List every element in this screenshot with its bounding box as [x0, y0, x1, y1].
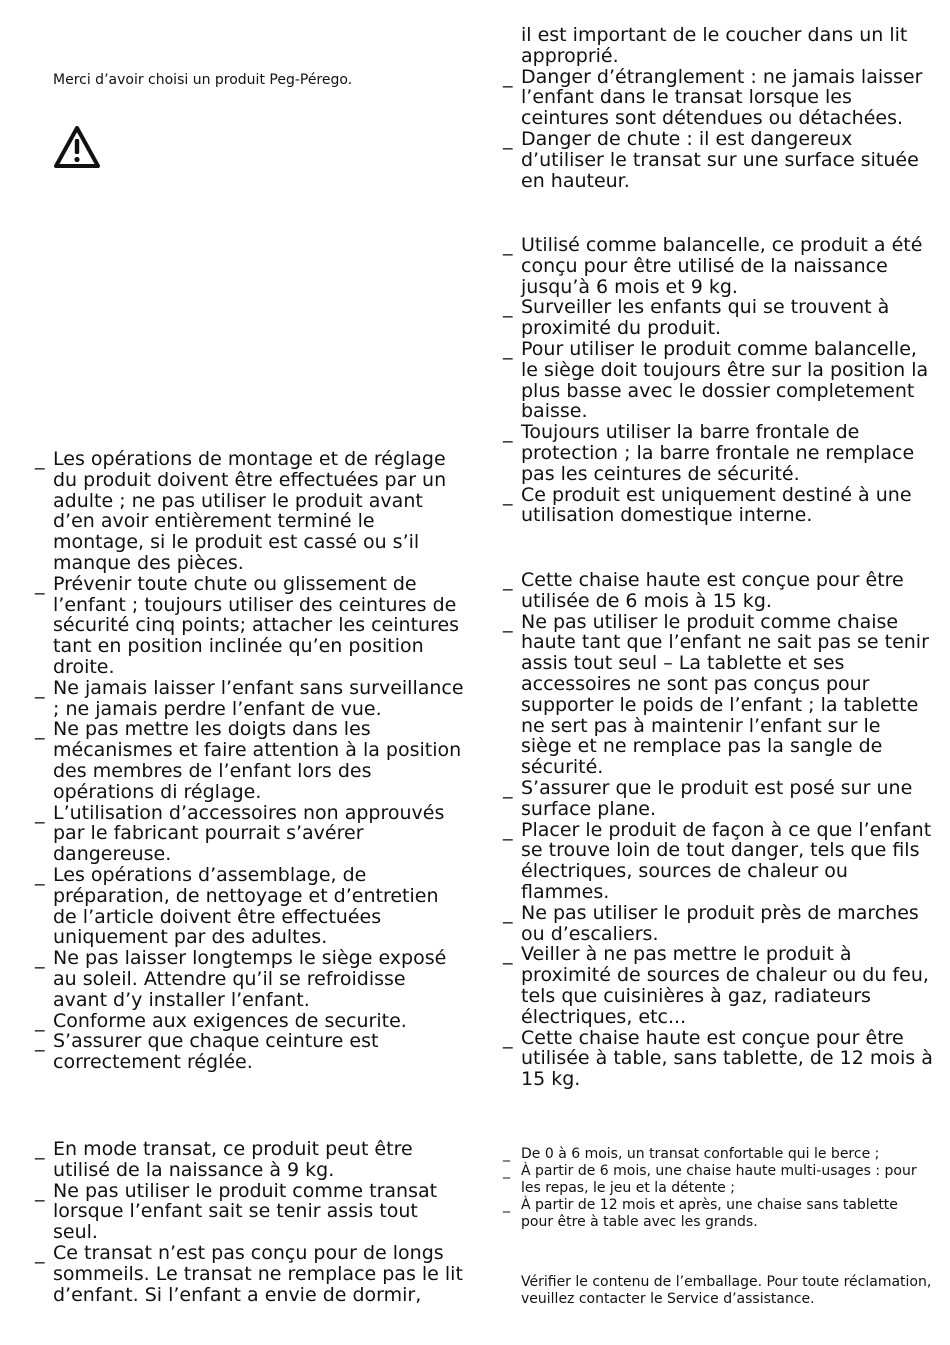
bullet-dash: _ — [35, 1179, 45, 1202]
item-text: L’utilisation d’accessoires non approuvés par le fabricant pourrait s’avérer dangereuse. — [53, 801, 445, 866]
list-item — [503, 570, 933, 612]
bullet-dash: _ — [35, 1009, 45, 1032]
intro-text: Merci d’avoir choisi un produit Peg-Pérego. — [53, 72, 353, 88]
list-item — [503, 1028, 933, 1090]
bullet-dash: _ — [503, 65, 513, 88]
item-text: Danger de chute : il est dangereux d’utiliser le transat sur une surface située en hauteur. — [521, 127, 919, 192]
transat-list — [35, 1139, 465, 1305]
list-item — [503, 297, 933, 339]
bullet-dash: _ — [503, 776, 513, 799]
list-item — [35, 1011, 465, 1032]
bullet-dash: _ — [503, 943, 513, 966]
warning-triangle-icon — [53, 125, 101, 169]
list-item — [35, 948, 465, 1010]
bullet-dash: _ — [503, 901, 513, 924]
bullet-dash: _ — [35, 1138, 45, 1160]
list-item — [503, 339, 933, 422]
bullet-dash: _ — [503, 127, 513, 150]
item-text: Ne pas utiliser le produit près de marches ou d’escaliers. — [521, 901, 919, 945]
bullet-dash: _ — [35, 947, 45, 970]
list-item — [35, 1139, 465, 1181]
item-text: Pour utiliser le produit comme balancelle, le siège doit toujours être sur la position la plus basse avec le dossier completement baisse. — [521, 337, 929, 423]
item-text: Ne pas utiliser le produit comme chaise haute tant que l’enfant ne sait pas se tenir assis tout seul – La tablette et ses accessoires ne sont pas conçus pour supporter le poids de l’enfant ; la tablette ne sert pas à maintenir l’enfant sur le siège et ne remplace pas la sangle de sécurité. — [521, 610, 929, 779]
list-item — [35, 719, 465, 802]
list-item — [503, 1146, 933, 1163]
item-text: Ne jamais laisser l’enfant sans surveillance ; ne jamais perdre l’enfant de vue. — [53, 676, 464, 720]
item-text: À partir de 6 mois, une chaise haute multi-usages : pour les repas, le jeu et la détente ; — [521, 1163, 917, 1196]
general-safety-list — [35, 449, 465, 1073]
item-text: Ce transat n’est pas conçu pour de longs sommeils. Le transat ne remplace pas le lit d’enfant. Si l’enfant a envie de dormir, — [53, 1241, 463, 1306]
bullet-dash: _ — [503, 1197, 510, 1213]
item-text: Cette chaise haute est conçue pour être utilisée de 6 mois à 15 kg. — [521, 569, 904, 612]
list-item — [35, 1181, 465, 1243]
item-text: À partir de 12 mois et après, une chaise sans tablette pour être à table avec les grands. — [521, 1197, 898, 1230]
bullet-dash: _ — [35, 718, 45, 741]
item-text: Ce produit est uniquement destiné à une utilisation domestique interne. — [521, 483, 912, 527]
list-item — [35, 678, 465, 720]
item-text: Les opérations de montage et de réglage du produit doivent être effectuées par un adulte ; ne pas utiliser le produit avant d’en avoir entièrement terminé le montage, si le produit est cassé ou s’il manque des pièces. — [53, 448, 447, 574]
item-text: Ne pas mettre les doigts dans les mécanismes et faire attention à la position des membres de l’enfant lors des opérations di réglage. — [53, 718, 462, 803]
list-item — [503, 1197, 933, 1231]
bullet-dash: _ — [503, 337, 513, 360]
age-stages-list — [503, 1146, 933, 1231]
bullet-dash: _ — [503, 1163, 510, 1179]
bullet-dash: _ — [503, 818, 513, 841]
bullet-dash: _ — [35, 572, 45, 595]
bullet-dash: _ — [35, 1241, 45, 1264]
chaise-haute-list — [503, 570, 933, 1090]
item-text: De 0 à 6 mois, un transat confortable qui le berce ; — [521, 1146, 880, 1162]
bullet-dash: _ — [503, 296, 513, 319]
list-item — [35, 803, 465, 865]
list-item — [503, 820, 933, 903]
item-text: S’assurer que le produit est posé sur une surface plane. — [521, 776, 913, 820]
list-item — [503, 903, 933, 945]
item-text: Veiller à ne pas mettre le produit à proximité de sources de chaleur ou du feu, tels que cuisinières à gaz, radiateurs électriques, etc... — [521, 943, 929, 1028]
list-item — [503, 235, 933, 297]
list-item — [503, 612, 933, 778]
item-text: Toujours utiliser la barre frontale de protection ; la barre frontale ne remplace pas les ceintures de sécurité. — [521, 421, 915, 485]
bullet-dash: _ — [35, 448, 45, 470]
bullet-dash: _ — [35, 801, 45, 824]
transat-continued — [503, 25, 933, 191]
list-item — [503, 129, 933, 191]
item-text: S’assurer que chaque ceinture est correctement réglée. — [53, 1030, 379, 1074]
verify-package-note: Vérifier le contenu de l’emballage. Pour toute réclamation, veuillez contacter le Service d’assistance. — [521, 1274, 932, 1307]
item-text: En mode transat, ce produit peut être utilisé de la naissance à 9 kg. — [53, 1138, 413, 1181]
bullet-dash: _ — [503, 421, 513, 444]
list-item — [35, 1243, 465, 1305]
bullet-dash: _ — [503, 610, 513, 633]
bullet-dash: _ — [503, 234, 513, 256]
list-item — [503, 778, 933, 820]
list-item — [503, 485, 933, 527]
bullet-dash: _ — [35, 863, 45, 886]
list-item — [35, 1031, 465, 1073]
bullet-dash: _ — [503, 569, 513, 591]
bullet-dash: _ — [503, 1026, 513, 1049]
list-item — [35, 574, 465, 678]
item-text: Cette chaise haute est conçue pour être utilisée à table, sans tablette, de 12 mois à 15 kg. — [521, 1026, 933, 1091]
bullet-dash: _ — [503, 1146, 510, 1162]
list-item — [503, 67, 933, 129]
list-item — [503, 422, 933, 484]
list-item — [35, 449, 465, 574]
item-text: Ne pas utiliser le produit comme transat lorsque l’enfant sait se tenir assis tout seul. — [53, 1179, 438, 1244]
bullet-dash: _ — [35, 676, 45, 699]
item-text: Prévenir toute chute ou glissement de l’enfant ; toujours utiliser des ceintures de sécurité cinq points; attacher les ceintures tant en position inclinée qu’en position droite. — [53, 572, 460, 678]
item-text: Utilisé comme balancelle, ce produit a été conçu pour être utilisé de la naissance jusqu’à 6 mois et 9 kg. — [521, 234, 923, 298]
item-text: Surveiller les enfants qui se trouvent à proximité du produit. — [521, 296, 890, 340]
item-text: Danger d’étranglement : ne jamais laisser l’enfant dans le transat lorsque les ceintures sont détendues ou détachées. — [521, 65, 923, 130]
list-item — [503, 1163, 933, 1197]
transat-more-list — [503, 67, 933, 192]
continued-text: il est important de le coucher dans un lit approprié. — [521, 24, 908, 67]
item-text: Placer le produit de façon à ce que l’enfant se trouve loin de tout danger, tels que fils électriques, sources de chaleur ou flammes. — [521, 818, 932, 903]
item-text: Conforme aux exigences de securite. — [53, 1009, 407, 1032]
item-text: Ne pas laisser longtemps le siège exposé au soleil. Attendre qu’il se refroidisse avant d’y installer l’enfant. — [53, 947, 447, 1011]
balancelle-list — [503, 235, 933, 526]
bullet-dash: _ — [503, 483, 513, 506]
item-text: Les opérations d’assemblage, de préparation, de nettoyage et d’entretien de l’article doivent être effectuées uniquement par des adultes. — [53, 863, 439, 949]
bullet-dash: _ — [35, 1030, 45, 1053]
list-item — [35, 865, 465, 948]
list-item — [503, 944, 933, 1027]
